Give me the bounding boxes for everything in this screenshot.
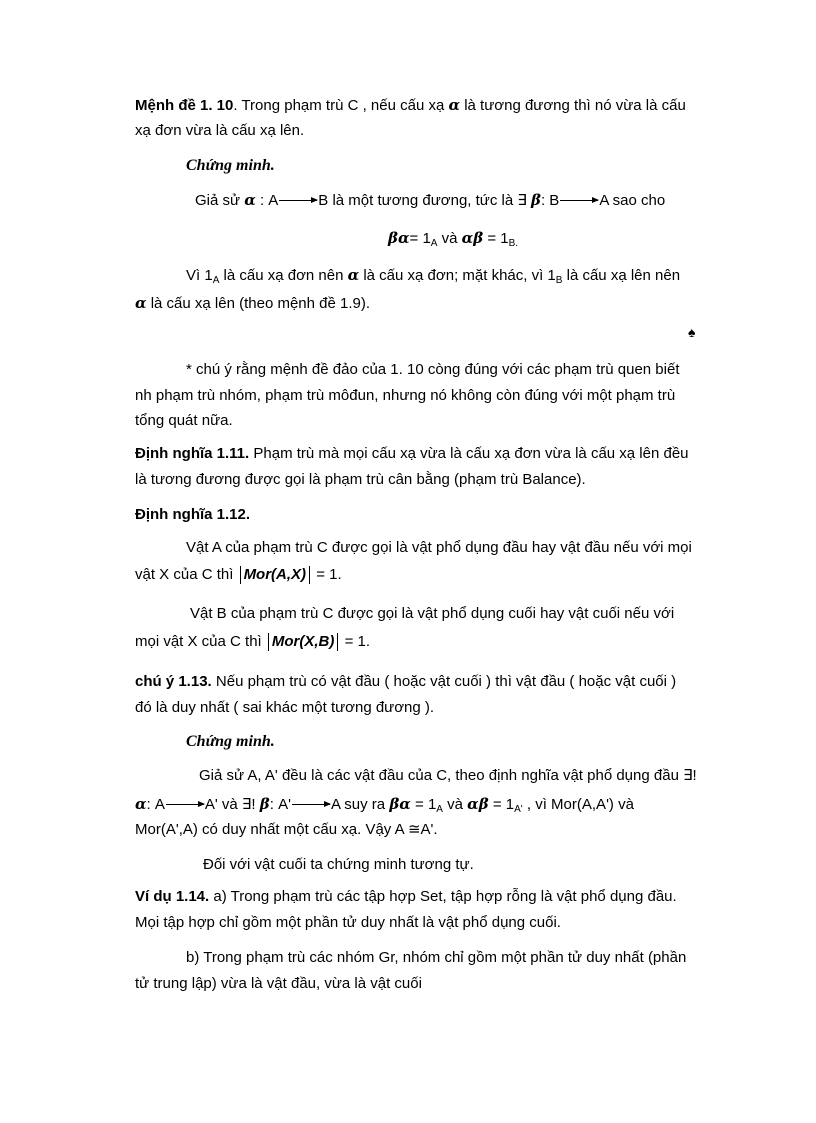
- proof-2-line-1: Giả sử A, A' đều là các vật đầu của C, theo định nghĩa vật phổ dụng đầu ∃!: [199, 767, 697, 784]
- proposition-1-10-line-2: xạ đơn vừa là cấu xạ lên.: [135, 122, 305, 139]
- definition-1-12-para-1-line-2: vật X của C thì Mor(A,X) = 1.: [135, 566, 342, 583]
- definition-label: Định nghĩa 1.11.: [135, 445, 250, 462]
- end-of-proof-icon: ♠: [688, 326, 696, 341]
- note-label: chú ý 1.13.: [135, 673, 212, 690]
- proof-1-line-4: α là cấu xạ lên (theo mệnh đề 1.9).: [135, 294, 371, 312]
- right-arrow-icon: [166, 804, 204, 805]
- note-1-13-line-2: đó là duy nhất ( sai khác một tương đương ).: [135, 699, 435, 716]
- example-label: Ví dụ 1.14.: [135, 888, 210, 905]
- proof-1-line-1: Giả sử α : A B là một tương đương, tức là ∃ β: B A sao cho: [195, 191, 666, 209]
- proof-heading: Chứng minh.: [186, 733, 275, 750]
- alpha-symbol: α: [448, 96, 461, 114]
- proof-1-line-3: Vì $1_A$ là cấu xạ đơn nên α là cấu xạ đơn; mặt khác, vì $1_B$ là cấu xạ lên nên: [186, 266, 681, 286]
- right-arrow-icon: [292, 804, 330, 805]
- note-line-1: * chú ý rằng mệnh đề đảo của 1. 10 còng đúng với các phạm trù quen biết: [186, 361, 680, 378]
- proof-2-line-2: α: A A' và ∃! β: A' A suy ra $\beta\alpha = 1_A$ và $\alpha\beta = 1_{A'}$ , vì Mor(A,A') và: [135, 795, 634, 815]
- definition-1-12-para-2-line-1: Vật B của phạm trù C được gọi là vật phổ dụng cuối hay vật cuối nếu với: [190, 605, 675, 622]
- proposition-label: Mệnh đề 1. 10: [135, 97, 234, 114]
- example-1-14-line-3: b) Trong phạm trù các nhóm Gr, nhóm chỉ gồm một phần tử duy nhất (phần: [186, 949, 687, 966]
- cardinality-bars: Mor(A,X): [240, 566, 311, 584]
- proof-heading: Chứng minh.: [186, 157, 275, 174]
- proposition-1-10-line-1: Mệnh đề 1. 10. Trong phạm trù C , nếu cấu xạ α là tương đương thì nó vừa là cấu: [135, 96, 686, 114]
- right-arrow-icon: [279, 200, 317, 201]
- definition-1-12-label: Định nghĩa 1.12.: [135, 506, 251, 523]
- note-1-13-line-1: chú ý 1.13. Nếu phạm trù có vật đầu ( hoặc vật cuối ) thì vật đầu ( hoặc vật cuối ): [135, 673, 677, 690]
- definition-1-12-para-1-line-1: Vật A của phạm trù C được gọi là vật phổ dụng đầu hay vật đầu nếu với mọi: [186, 539, 692, 556]
- definition-1-11-line-2: là tương đương được gọi là phạm trù cân bằng (phạm trù Balance).: [135, 471, 586, 488]
- right-arrow-icon: [560, 200, 598, 201]
- note-line-3: tổng quát nữa.: [135, 412, 233, 429]
- definition-1-11-line-1: Định nghĩa 1.11. Phạm trù mà mọi cấu xạ vừa là cấu xạ đơn vừa là cấu xạ lên đều: [135, 445, 689, 462]
- definition-1-12-para-2-line-2: mọi vật X của C thì Mor(X,B) = 1.: [135, 633, 370, 650]
- example-1-14-line-4: tử trung lập) vừa là vật đầu, vừa là vật cuối: [135, 975, 422, 992]
- note-line-2: nh phạm trù nhóm, phạm trù môđun, nhưng nó không còn đúng với một phạm trù: [135, 387, 676, 404]
- example-1-14-line-1: Ví dụ 1.14. a) Trong phạm trù các tập hợp Set, tập hợp rỗng là vật phổ dụng đầu.: [135, 888, 677, 905]
- cardinality-bars: Mor(X,B): [268, 633, 339, 651]
- proof-2-line-3: Mor(A',A) có duy nhất một cấu xạ. Vậy A ≅A'.: [135, 821, 438, 838]
- proof-2-line-4: Đối với vật cuối ta chứng minh tương tự.: [203, 856, 474, 873]
- proof-1-equation: $\beta\alpha= 1_A$ và $\alpha\beta = 1_{B.}$: [388, 229, 519, 249]
- example-1-14-line-2: Mọi tập hợp chỉ gồm một phần tử duy nhất là vật phổ dụng cuối.: [135, 914, 561, 931]
